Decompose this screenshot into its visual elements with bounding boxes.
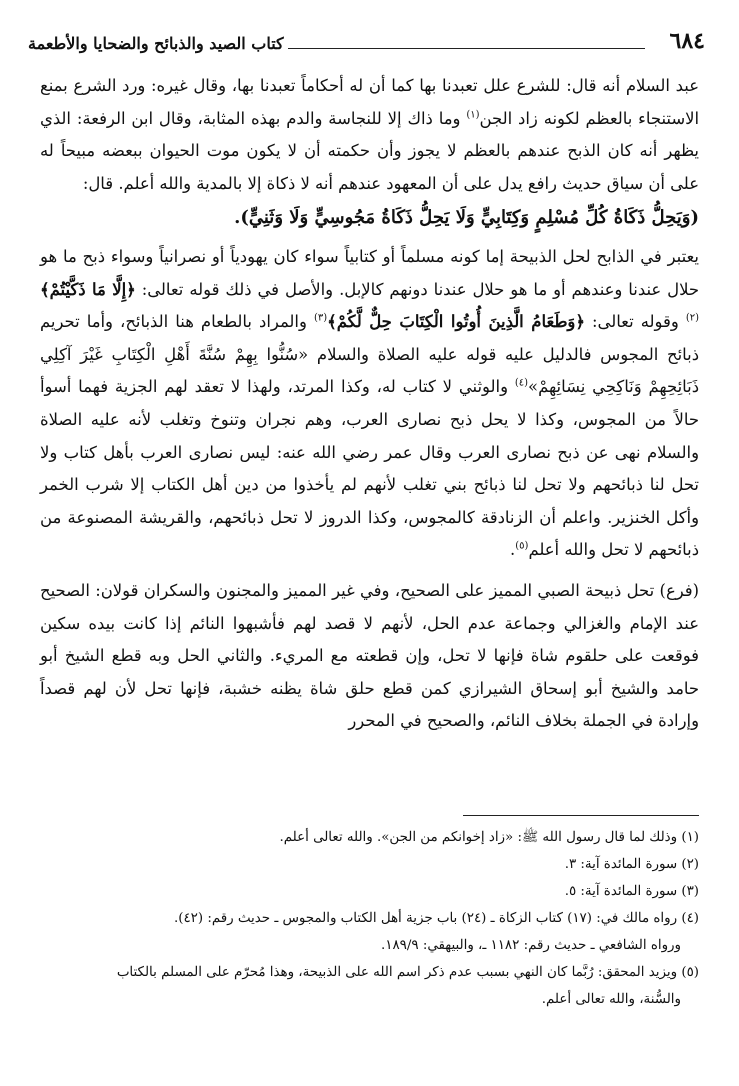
footnote-1: (١) وذلك لما قال رسول الله ﷺ: «زاد إخوانكم من الجن». والله تعالى أعلم.: [279, 830, 699, 845]
footnote-ref-3: (٣): [313, 312, 328, 324]
footnote-5-continued: والسُّنة، والله تعالى أعلم.: [541, 992, 681, 1007]
paragraph-1: [40, 70, 699, 200]
page-header: [28, 26, 711, 60]
p1-continued: وما ذاك إلا للنجاسة والدم بهذه المثابة، وقال ابن الرفعة: الذي يظهر أنه كان الذبح عندهم بالعظم لا يجوز وأن حكمته أن لا يكون موت الحيوان ببعضه مبيحاً له على أن سياق حديث رافع يدل على أن المعهود عندهم أنه لا ذكاة إلا بالمدية والله أعلم. قال:: [40, 108, 699, 193]
quran-verse-2: ﴿وَطَعَامُ الَّذِينَ أُوتُوا الْكِتَابَ حِلٌّ لَّكُمْ﴾: [327, 312, 585, 332]
paragraph-3: (فرع) تحل ذبيحة الصبي المميز على الصحيح، وفي غير المميز والمجنون والسكران قولان: الصحيح عند الإمام والغزالي وجماعة عدم الحل، لأنهم لا قصد لهم فأشبهوا النائم إذا كانت بيده سكين فوقعت على حلقوم شاة فإنها لا تحل، وإن قطعته مع المريء. والثاني الحل وبه قطع الشيخ أبو حامد والشيخ أبو إسحاق الشيرازي كمن قطع حلق شاة يظنه خشبة، فإنها تحل لأن لهم قصداً وإرادة في الجملة بخلاف النائم، والصحيح في المحرر: [40, 580, 699, 731]
main-text: [40, 70, 699, 738]
p2-text-b: وقوله تعالى:: [584, 312, 686, 332]
footnote-ref-4: (٤): [514, 377, 529, 389]
header-rule: [288, 48, 645, 49]
p2-end: .: [510, 540, 516, 560]
matn-quote: (وَيَحِلُّ ذَكَاةُ كُلِّ مُسْلِمٍ وَكِتَابِيٍّ وَلَا يَحِلُّ ذَكَاةُ مَجُوسِيٍّ وَلَا وَثَنِيٍّ).: [234, 207, 699, 229]
footnote-separator: [463, 815, 699, 816]
footnote-ref-5: (٥): [515, 540, 529, 552]
paragraph-2: [40, 241, 699, 567]
running-title: كتاب الصيد والذبائح والضحايا والأطعمة: [28, 34, 284, 53]
footnote-2: (٢) سورة المائدة آية: ٣.: [564, 857, 699, 872]
footnotes: [40, 824, 699, 1013]
footnote-ref-2: (٢): [685, 312, 699, 324]
page-number: ٦٨٤: [669, 28, 705, 54]
p2-text-a: يعتبر في الذابح لحل الذبيحة إما كونه مسلماً أو كتابياً سواء كان يهودياً أو نصرانياً وسواء ذبح ما هو حلال عندنا وعندهم أو ما هو حلال عندنا دونهم كالإبل. والأصل في ذلك قوله تعالى:: [40, 246, 699, 299]
footnote-4-continued: ورواه الشافعي ـ حديث رقم: ١١٨٢ ـ، والبيهقي: ١٨٩/٩.: [381, 938, 681, 953]
footnote-ref-1: (١): [466, 109, 480, 121]
footnote-5: (٥) ويزيد المحقق: رُبَّما كان النهي بسبب عدم ذكر اسم الله على الذبيحة، وهذا مُحرّم على المسلم بالكتاب: [116, 965, 699, 980]
footnote-3: (٣) سورة المائدة آية: ٥.: [564, 884, 699, 899]
p1-text: عبد السلام أنه قال: للشرع علل تعبدنا بها كما أن له أحكاماً تعبدنا بها، وقال غيره: ورد الشرع بمنع الاستنجاء بالعظم لكونه زاد الجن: [40, 76, 699, 128]
p2-text-d: والوثني لا كتاب له، وكذا المرتد، ولهذا لا تعقد لهم الجزية فهما أسوأ حالاً من المجوس، وكذا لا يحل ذبح نصارى العرب، وهم نجران وتنوخ وتغلب لأنه عليه الصلاة والسلام نهى عن ذبح نصارى العرب وقال عمر رضي الله عنه: ليس نصارى العرب بأهل كتاب ولا تحل لنا ذبائحهم ولا تحل لنا ذبائح بني تغلب لأنهم لم يأخذوا من دين أهل الكتاب إلا شرب الخمر وأكل الخنزير. واعلم أن الزنادقة كالمجوس، وكذا الدروز لا تحل ذبائحهم، والقريشة المصنوعة من ذبائحهم لا تحل والله أعلم: [40, 377, 699, 560]
footnote-4: (٤) رواه مالك في: (١٧) كتاب الزكاة ـ (٢٤) باب جزية أهل الكتاب والمجوس ـ حديث رقم: (٤٢).: [173, 911, 699, 926]
p2-text-c: والمراد بالطعام هنا الذبائح، وأما تحريم ذبائح المجوس فالدليل عليه قوله عليه الصلاة والسلام «سُنُّوا بِهِمْ سُنَّةَ أَهْلِ الْكِتَابِ غَيْرَ آكِلِي ذَبَائِحِهِمْ وَنَاكِحِي نِسَائِهِمْ»: [40, 312, 699, 397]
paragraph-gap: [40, 567, 699, 575]
quran-verse-1: ﴿إِلَّا مَا ذَكَّيْتُمْ﴾: [40, 279, 136, 299]
